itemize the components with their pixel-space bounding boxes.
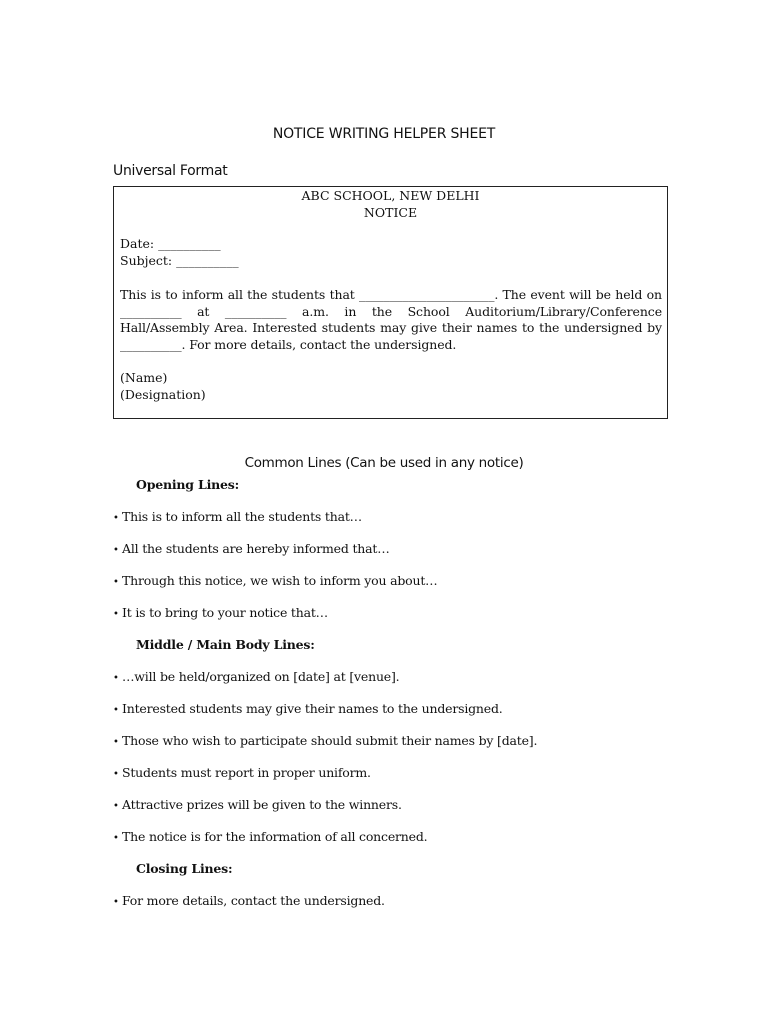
list-item: • Students must report in proper uniform. — [113, 765, 371, 780]
universal-format-heading: Universal Format — [113, 163, 228, 179]
notice-body: This is to inform all the students that ______________________. The event will be held on __________ at __________ a.m. in the School Auditorium/Library/Conference Hall/Assembly Area. Interested students may give their names to the undersigned by __________. For more details, contact the undersigned. — [120, 287, 662, 352]
list-item: • All the students are hereby informed that… — [113, 541, 390, 556]
bullet-icon: • — [113, 801, 119, 812]
list-item: • Interested students may give their names to the undersigned. — [113, 701, 503, 716]
notice-meta — [120, 236, 662, 269]
list-item: • It is to bring to your notice that… — [113, 605, 328, 620]
page-title: NOTICE WRITING HELPER SHEET — [272, 126, 496, 142]
bullet-icon: • — [113, 737, 119, 748]
signature-name: (Name) — [120, 370, 168, 385]
common-lines-heading: Common Lines (Can be used in any notice) — [244, 455, 524, 471]
list-item: • For more details, contact the undersigned. — [113, 893, 385, 908]
list-item: • Those who wish to participate should submit their names by [date]. — [113, 733, 538, 748]
notice-signature — [120, 370, 206, 403]
bullet-icon: • — [113, 897, 119, 908]
middle-lines-label: Middle / Main Body Lines: — [136, 637, 315, 652]
notice-header — [114, 188, 667, 221]
bullet-icon: • — [113, 545, 119, 556]
bullet-icon: • — [113, 513, 119, 524]
list-item: • …will be held/organized on [date] at [venue]. — [113, 669, 400, 684]
closing-lines-label: Closing Lines: — [136, 861, 233, 876]
notice-format-box — [113, 186, 668, 419]
list-item: • Through this notice, we wish to inform you about… — [113, 573, 438, 588]
bullet-icon: • — [113, 609, 119, 620]
bullet-icon: • — [113, 769, 119, 780]
bullet-icon: • — [113, 833, 119, 844]
opening-lines-label: Opening Lines: — [136, 477, 240, 492]
subject-line: Subject: __________ — [120, 252, 239, 268]
notice-label: NOTICE — [363, 204, 418, 220]
list-item: • The notice is for the information of all concerned. — [113, 829, 428, 844]
bullet-icon: • — [113, 577, 119, 588]
bullet-icon: • — [113, 673, 119, 684]
signature-designation: (Designation) — [120, 386, 206, 402]
list-item: • This is to inform all the students that… — [113, 509, 362, 524]
date-line: Date: __________ — [120, 236, 221, 251]
list-item: • Attractive prizes will be given to the winners. — [113, 797, 402, 812]
bullet-icon: • — [113, 705, 119, 716]
school-name: ABC SCHOOL, NEW DELHI — [301, 188, 480, 203]
